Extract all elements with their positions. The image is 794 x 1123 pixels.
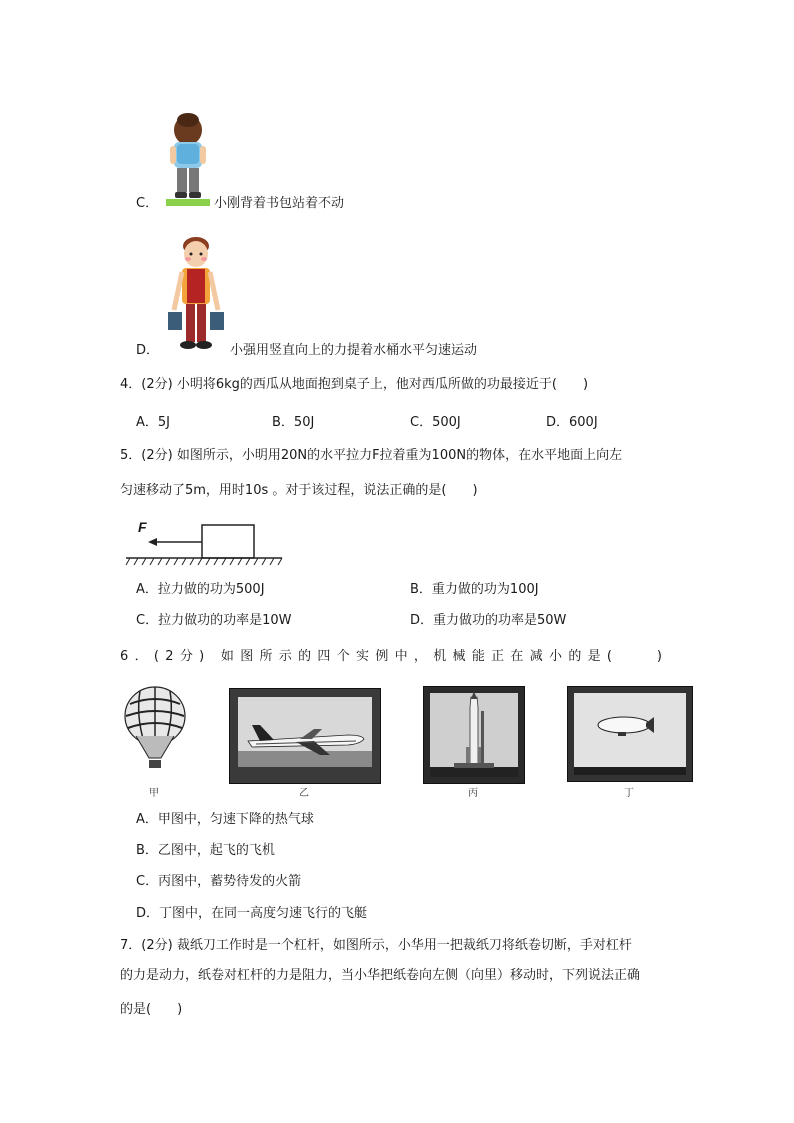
question-7-line-1: 7．(2分) 裁纸刀工作时是一个杠杆，如图所示，小华用一把裁纸刀将纸卷切断，手对杠杆 bbox=[120, 938, 632, 953]
option-label: D． bbox=[136, 343, 160, 358]
force-label: F bbox=[138, 519, 147, 535]
caption-ding: 丁 bbox=[624, 788, 634, 799]
option-text: 小强用竖直向上的力提着水桶水平匀速运动 bbox=[230, 343, 478, 358]
option-d: D．重力做功的功率是50W bbox=[410, 613, 567, 628]
question-7-line-2: 的力是动力，纸卷对杠杆的力是阻力，当小华把纸卷向左侧（向里）移动时，下列说法正确 bbox=[120, 968, 641, 983]
force-diagram bbox=[124, 515, 284, 567]
option-label: C． bbox=[136, 196, 159, 211]
option-d: D．丁图中，在同一高度匀速飞行的飞艇 bbox=[136, 906, 368, 921]
option-c: C．拉力做功的功率是10W bbox=[136, 613, 292, 628]
option-a: A．拉力做的功为500J bbox=[136, 582, 265, 597]
question-4-stem: 4．(2分) 小明将6kg的西瓜从地面抱到桌子上，他对西瓜所做的功最接近于( ) bbox=[120, 377, 589, 392]
hot-air-balloon-photo bbox=[122, 686, 188, 782]
option-d: D．600J bbox=[546, 415, 598, 430]
caption-yi: 乙 bbox=[299, 788, 309, 799]
option-b: B．50J bbox=[272, 415, 315, 430]
boy-carrying-buckets-illustration bbox=[164, 232, 228, 352]
option-text: 小刚背着书包站着不动 bbox=[214, 196, 345, 211]
option-a: A．5J bbox=[136, 415, 170, 430]
option-c: C．丙图中，蓄势待发的火箭 bbox=[136, 874, 302, 889]
option-c: C．500J bbox=[410, 415, 461, 430]
question-5-stem-line-1: 5．(2分) 如图所示，小明用20N的水平拉力F拉着重为100N的物体，在水平地面上向左 bbox=[120, 448, 623, 463]
force-diagram-drawing bbox=[124, 515, 284, 567]
caption-bing: 丙 bbox=[468, 788, 478, 799]
boy-with-backpack-illustration bbox=[162, 108, 214, 208]
rocket-photo bbox=[423, 686, 525, 784]
question-7-line-3: 的是( ) bbox=[120, 1002, 183, 1017]
option-b: B．乙图中，起飞的飞机 bbox=[136, 843, 275, 858]
option-a: A．甲图中，匀速下降的热气球 bbox=[136, 812, 314, 827]
question-6-stem: 6．(2分) 如图所示的四个实例中，机械能正在减小的是( ) bbox=[120, 649, 669, 664]
caption-jia: 甲 bbox=[149, 788, 159, 799]
airplane-photo bbox=[229, 688, 381, 784]
airship-photo bbox=[567, 686, 693, 782]
option-b: B．重力做的功为100J bbox=[410, 582, 539, 597]
question-5-stem-line-2: 匀速移动了5m，用时10s 。对于该过程，说法正确的是( ) bbox=[120, 483, 478, 498]
